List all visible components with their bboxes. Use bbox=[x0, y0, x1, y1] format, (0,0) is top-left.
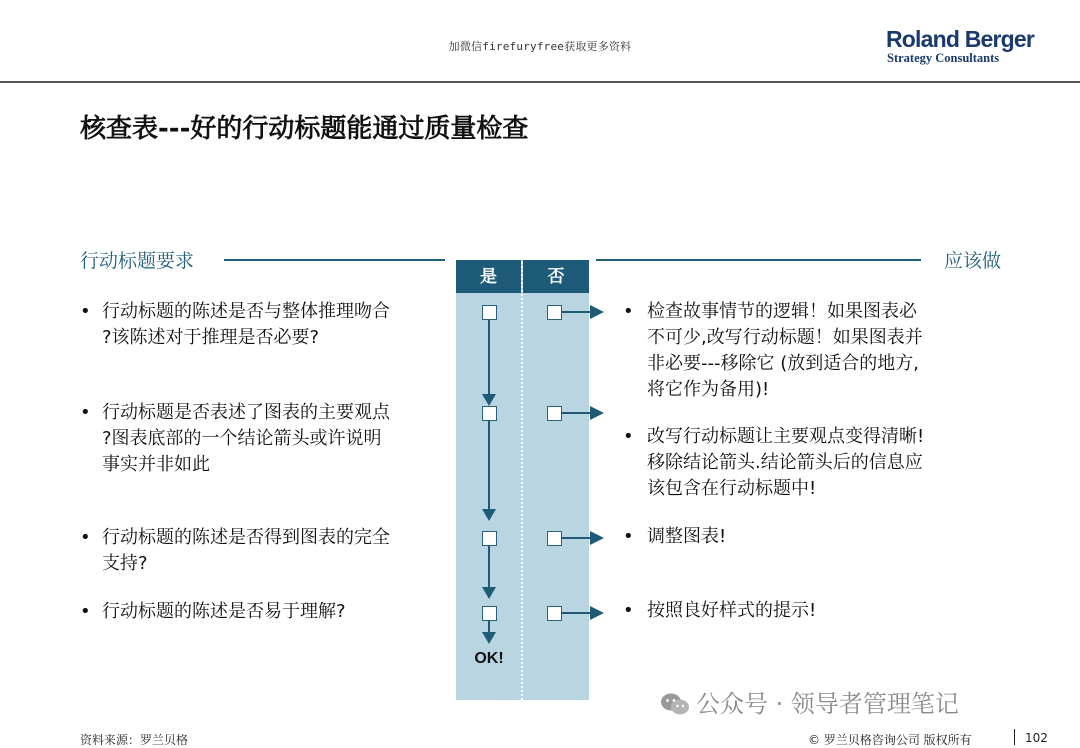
arrow-down-icon bbox=[482, 632, 496, 644]
copyright-text: © 罗兰贝格咨询公司 版权所有 bbox=[808, 733, 972, 747]
right-header-rule bbox=[596, 259, 921, 261]
flow-connector-3 bbox=[488, 545, 490, 589]
source-note: 资料来源：罗兰贝格 bbox=[80, 733, 189, 747]
no-checkbox-1[interactable] bbox=[547, 305, 562, 320]
actions-header: 应该做 bbox=[944, 250, 1002, 272]
action-text: 改写行动标题让主要观点变得清晰! 移除结论箭头.结论箭头后的信息应 该包含在行动标题中! bbox=[647, 426, 925, 499]
arrow-down-icon bbox=[482, 394, 496, 406]
header-divider bbox=[0, 81, 1080, 83]
arrow-right-icon bbox=[590, 606, 604, 620]
requirement-text: 行动标题的陈述是否与整体推理吻合 ?该陈述对于推理是否必要? bbox=[102, 301, 390, 348]
bullet-icon: • bbox=[80, 301, 91, 322]
wechat-icon bbox=[660, 692, 690, 716]
arrow-right-icon bbox=[590, 406, 604, 420]
no-connector-4 bbox=[562, 612, 592, 614]
no-checkbox-4[interactable] bbox=[547, 606, 562, 621]
page-number: 102 bbox=[1025, 731, 1048, 745]
yes-checkbox-3[interactable] bbox=[482, 531, 497, 546]
flow-connector-2 bbox=[488, 420, 490, 511]
requirement-text: 行动标题的陈述是否得到图表的完全 支持? bbox=[102, 527, 390, 574]
no-connector-3 bbox=[562, 537, 592, 539]
requirement-text: 行动标题是否表述了图表的主要观点 ?图表底部的一个结论箭头或许说明 事实并非如此 bbox=[102, 402, 390, 475]
logo-subtitle: Strategy Consultants bbox=[887, 51, 1000, 65]
bullet-icon: • bbox=[623, 600, 634, 621]
column-header-no: 否 bbox=[523, 260, 589, 293]
bullet-icon: • bbox=[623, 301, 634, 322]
column-header-yes: 是 bbox=[456, 260, 521, 293]
action-text: 检查故事情节的逻辑！如果图表必 不可少,改写行动标题！如果图表并 非必要---移除它 (放到适合的地方, 将它作为备用)! bbox=[647, 301, 923, 400]
footer-separator bbox=[1014, 729, 1015, 745]
bullet-icon: • bbox=[80, 527, 91, 548]
no-connector-2 bbox=[562, 412, 592, 414]
arrow-right-icon bbox=[590, 305, 604, 319]
wechat-promo-text: 加微信firefuryfree获取更多资料 bbox=[448, 40, 632, 53]
arrow-down-icon bbox=[482, 587, 496, 599]
no-checkbox-3[interactable] bbox=[547, 531, 562, 546]
no-connector-1 bbox=[562, 311, 592, 313]
watermark-text: 公众号 · 领导者管理笔记 bbox=[696, 690, 959, 718]
yes-checkbox-1[interactable] bbox=[482, 305, 497, 320]
arrow-down-icon bbox=[482, 509, 496, 521]
left-header-rule bbox=[224, 259, 445, 261]
arrow-right-icon bbox=[590, 531, 604, 545]
page-title: 核查表---好的行动标题能通过质量检查 bbox=[80, 114, 529, 144]
yes-checkbox-2[interactable] bbox=[482, 406, 497, 421]
bullet-icon: • bbox=[623, 526, 634, 547]
requirements-header: 行动标题要求 bbox=[80, 250, 195, 272]
column-divider bbox=[521, 262, 523, 700]
requirement-text: 行动标题的陈述是否易于理解? bbox=[102, 601, 346, 622]
ok-label: OK! bbox=[474, 650, 504, 667]
bullet-icon: • bbox=[623, 426, 634, 447]
wechat-watermark bbox=[660, 684, 959, 719]
bullet-icon: • bbox=[80, 402, 91, 423]
flow-connector-1 bbox=[488, 320, 490, 396]
action-text: 按照良好样式的提示! bbox=[647, 600, 817, 621]
yes-checkbox-4[interactable] bbox=[482, 606, 497, 621]
bullet-icon: • bbox=[80, 601, 91, 622]
action-text: 调整图表! bbox=[647, 526, 727, 547]
no-checkbox-2[interactable] bbox=[547, 406, 562, 421]
roland-berger-logo: Roland Berger bbox=[886, 26, 1035, 52]
